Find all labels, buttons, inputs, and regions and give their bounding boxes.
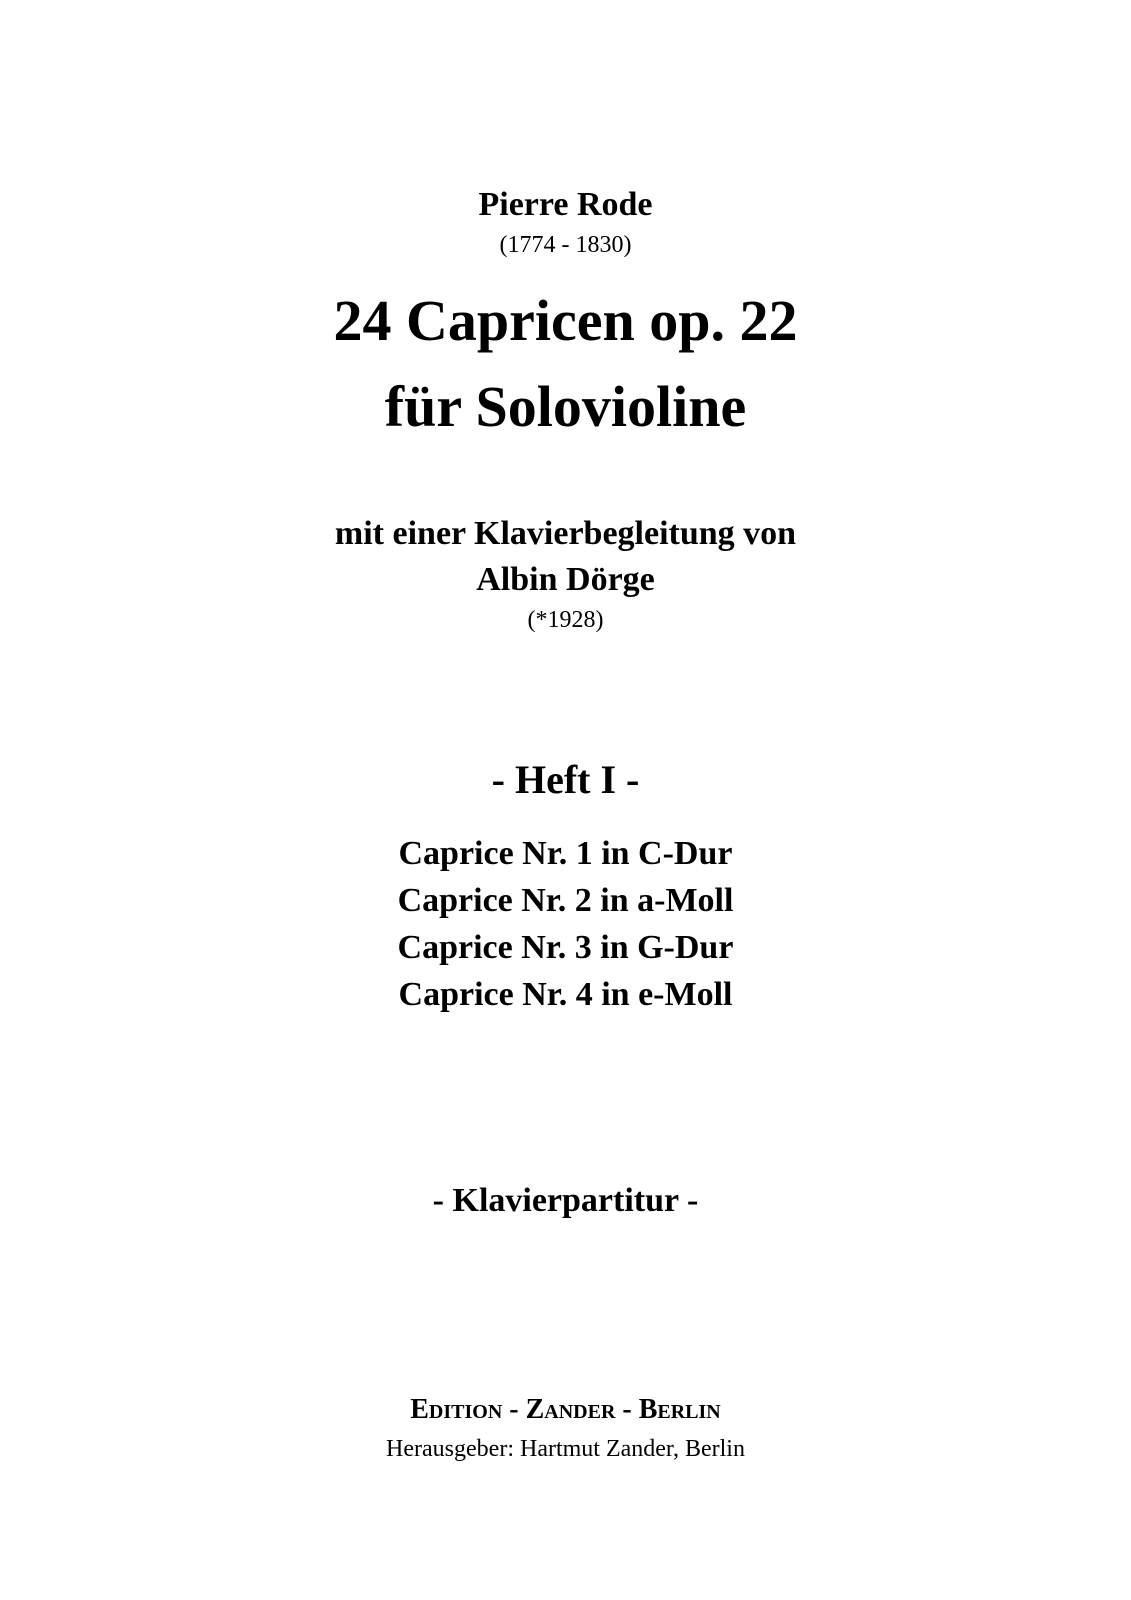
composer-name: Pierre Rode — [478, 186, 653, 223]
arranger-dates: (*1928) — [527, 607, 604, 633]
score-type: - Klavierpartitur - — [432, 1182, 699, 1219]
title-line-2: für Solovioline — [384, 374, 747, 439]
composer-dates: (1774 - 1830) — [499, 232, 632, 258]
arranger-name: Albin Dörge — [476, 561, 655, 598]
title-line-1: 24 Capricen op. 22 — [333, 288, 798, 353]
caprice-item: Caprice Nr. 2 in a-Moll — [397, 882, 734, 919]
caprice-item: Caprice Nr. 4 in e-Moll — [398, 976, 733, 1013]
publisher-editor: Herausgeber: Hartmut Zander, Berlin — [386, 1436, 745, 1462]
caprice-item: Caprice Nr. 3 in G-Dur — [397, 929, 734, 966]
caprice-list — [0, 830, 1131, 1018]
volume-heading: - Heft I - — [491, 757, 640, 802]
accompaniment-intro: mit einer Klavierbegleitung von — [334, 515, 797, 552]
publisher-name: Edition - Zander - Berlin — [410, 1394, 721, 1425]
caprice-item: Caprice Nr. 1 in C-Dur — [398, 835, 733, 872]
